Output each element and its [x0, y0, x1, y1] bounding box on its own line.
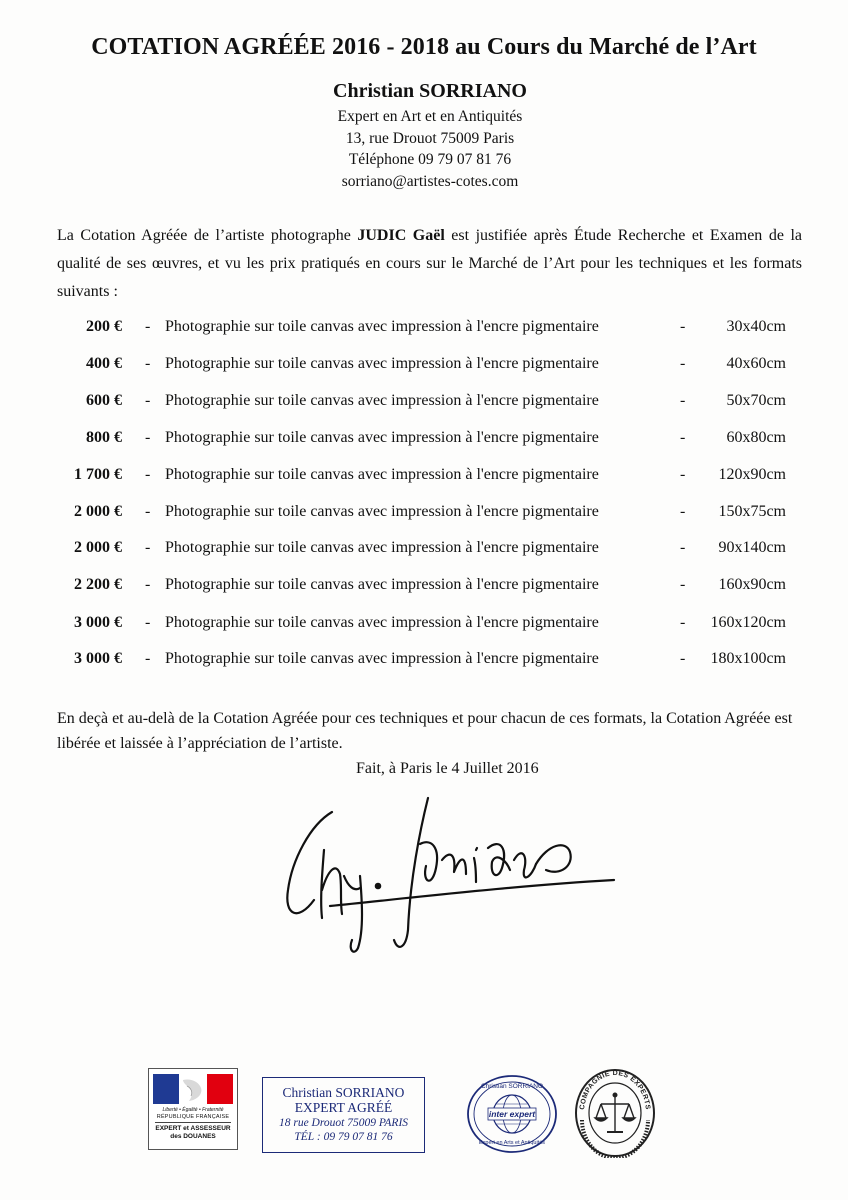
price-row	[0, 392, 848, 414]
row-separator: -	[680, 539, 686, 556]
format-size: 30x40cm	[726, 318, 786, 335]
row-separator: -	[145, 503, 151, 520]
row-separator: -	[680, 503, 686, 520]
price-value: 600 €	[86, 392, 122, 409]
compagnie-experts-seal-stamp	[574, 1068, 656, 1158]
format-size: 180x100cm	[710, 650, 786, 667]
seal-center-text: inter expert	[488, 1109, 536, 1119]
price-value: 2 000 €	[74, 539, 122, 556]
price-row	[0, 466, 848, 488]
expert-role-line1: EXPERT et ASSESSEUR	[155, 1125, 231, 1132]
expert-phone-line: Téléphone 09 79 07 81 76	[348, 151, 512, 168]
republic-label: RÉPUBLIQUE FRANÇAISE	[156, 1114, 230, 1120]
technique-text: Photographie sur toile canvas avec impression à l'encre pigmentaire	[165, 576, 599, 593]
interexpert-seal-stamp	[466, 1074, 558, 1154]
format-size: 160x90cm	[718, 576, 786, 593]
price-row	[0, 318, 848, 340]
technique-text: Photographie sur toile canvas avec impression à l'encre pigmentaire	[165, 466, 599, 483]
handwritten-signature	[270, 790, 630, 960]
technique-text: Photographie sur toile canvas avec impression à l'encre pigmentaire	[165, 614, 599, 631]
row-separator: -	[680, 392, 686, 409]
seal-bottom-text: Expert en Arts et Antiquités	[478, 1140, 546, 1146]
row-separator: -	[680, 650, 686, 667]
row-separator: -	[680, 576, 686, 593]
format-size: 40x60cm	[726, 355, 786, 372]
closing-paragraph: En deçà et au-delà de la Cotation Agréée pour ces techniques et pour chacun de ces formats, la Cotation Agréée est libérée et laissée à l’appréciation de l’artiste.	[57, 710, 793, 752]
row-separator: -	[680, 429, 686, 446]
price-value: 2 000 €	[74, 503, 122, 520]
row-separator: -	[680, 355, 686, 372]
artist-name: JUDIC Gaël	[357, 227, 445, 244]
technique-text: Photographie sur toile canvas avec impression à l'encre pigmentaire	[165, 355, 599, 372]
price-row	[0, 539, 848, 561]
format-size: 90x140cm	[718, 539, 786, 556]
format-size: 150x75cm	[718, 503, 786, 520]
row-separator: -	[680, 318, 686, 335]
expert-role-label	[149, 1125, 237, 1141]
price-value: 3 000 €	[74, 650, 122, 667]
price-row	[0, 576, 848, 598]
logo-divider	[155, 1122, 231, 1123]
price-row	[0, 650, 848, 672]
technique-text: Photographie sur toile canvas avec impression à l'encre pigmentaire	[165, 650, 599, 667]
format-size: 60x80cm	[726, 429, 786, 446]
expert-contact-block	[0, 106, 848, 192]
technique-text: Photographie sur toile canvas avec impression à l'encre pigmentaire	[165, 392, 599, 409]
price-value: 1 700 €	[74, 466, 122, 483]
intro-paragraph	[57, 222, 802, 306]
price-value: 200 €	[86, 318, 122, 335]
row-separator: -	[145, 650, 151, 667]
stamp-address: 18 rue Drouot 75009 PARIS	[278, 1117, 409, 1129]
expert-name: Christian SORRIANO	[333, 80, 527, 102]
seal-ring-text: COMPAGNIE DES EXPERTS	[579, 1069, 651, 1111]
expert-rubber-stamp	[262, 1077, 425, 1153]
technique-text: Photographie sur toile canvas avec impression à l'encre pigmentaire	[165, 503, 599, 520]
republique-francaise-logo	[148, 1068, 238, 1150]
technique-text: Photographie sur toile canvas avec impression à l'encre pigmentaire	[165, 539, 599, 556]
intro-text-before: La Cotation Agréée de l’artiste photographe	[57, 227, 358, 244]
date-place-line: Fait, à Paris le 4 Juillet 2016	[356, 760, 539, 777]
technique-text: Photographie sur toile canvas avec impression à l'encre pigmentaire	[165, 318, 599, 335]
row-separator: -	[145, 614, 151, 631]
stamp-phone: TÉL : 09 79 07 81 76	[294, 1131, 393, 1143]
row-separator: -	[145, 466, 151, 483]
row-separator: -	[145, 576, 151, 593]
expert-email-line: sorriano@artistes-cotes.com	[341, 172, 519, 190]
price-row	[0, 503, 848, 525]
row-separator: -	[145, 355, 151, 372]
price-value: 2 200 €	[74, 576, 122, 593]
document-title: COTATION AGRÉÉE 2016 - 2018 au Cours du Marché de l’Art	[91, 34, 757, 60]
stamp-title: EXPERT AGRÉÉ	[294, 1100, 393, 1115]
row-separator: -	[145, 539, 151, 556]
scales-of-justice-icon	[595, 1093, 635, 1132]
row-separator: -	[680, 614, 686, 631]
republic-motto: Liberté • Égalité • Fraternité	[162, 1107, 224, 1113]
seal-top-text: Christian SORRIANO	[480, 1083, 544, 1090]
price-row	[0, 614, 848, 636]
format-size: 120x90cm	[718, 466, 786, 483]
stamp-name: Christian SORRIANO	[282, 1085, 405, 1100]
row-separator: -	[680, 466, 686, 483]
intro-text-after: est justifiée après Étude Recherche et Examen de la qualité de ses œuvres, et vu les prix pratiqués en cours sur le Marché de l’Art pour les techniques et les formats suivants :	[57, 227, 802, 300]
price-row	[0, 355, 848, 377]
price-value: 400 €	[86, 355, 122, 372]
price-value: 3 000 €	[74, 614, 122, 631]
expert-title-line: Expert en Art et en Antiquités	[337, 108, 523, 125]
price-row	[0, 429, 848, 451]
row-separator: -	[145, 392, 151, 409]
row-separator: -	[145, 318, 151, 335]
format-size: 160x120cm	[710, 614, 786, 631]
marianne-flag-icon	[153, 1074, 233, 1104]
format-size: 50x70cm	[726, 392, 786, 409]
expert-role-line2: des DOUANES	[170, 1133, 216, 1140]
expert-address-line: 13, rue Drouot 75009 Paris	[345, 129, 515, 147]
row-separator: -	[145, 429, 151, 446]
technique-text: Photographie sur toile canvas avec impression à l'encre pigmentaire	[165, 429, 599, 446]
price-value: 800 €	[86, 429, 122, 446]
